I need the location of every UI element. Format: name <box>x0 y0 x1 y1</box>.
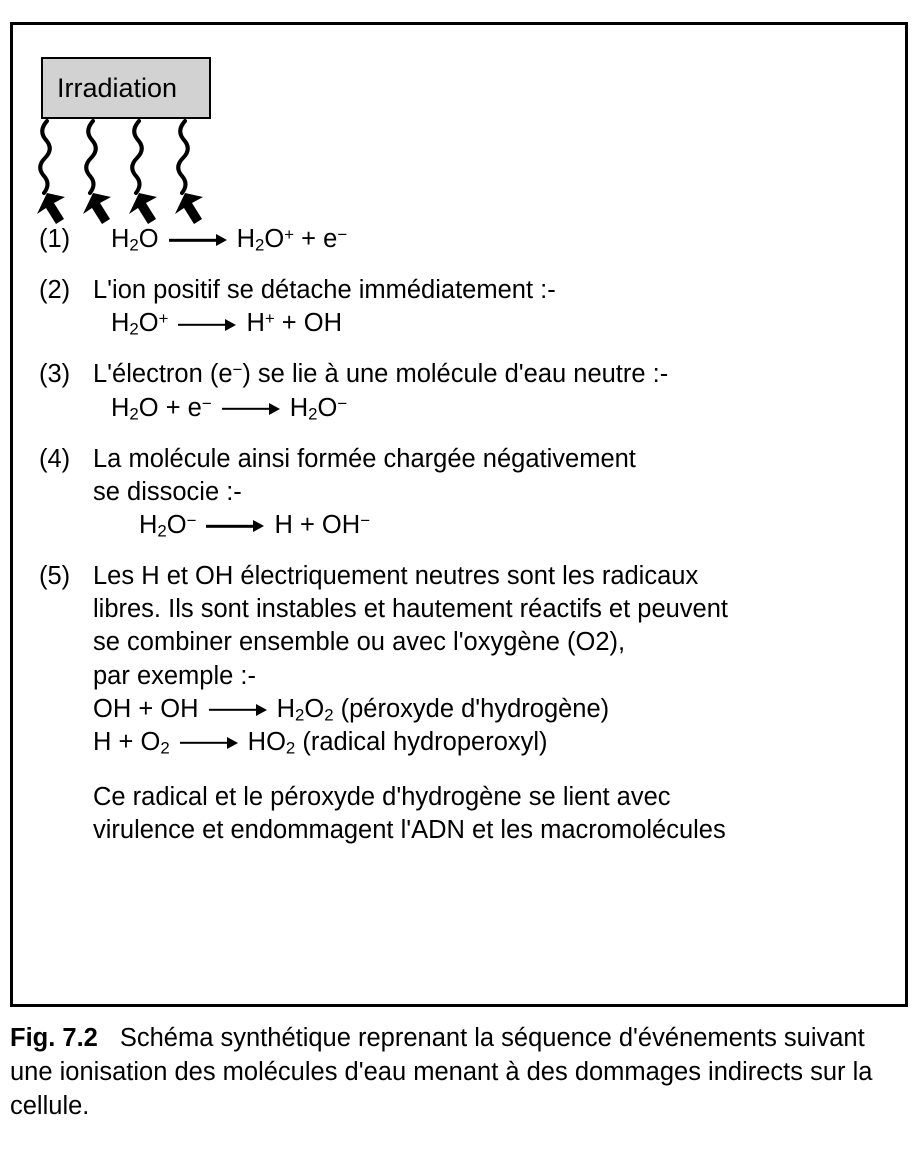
step-body <box>93 274 889 340</box>
step-number: (1) <box>39 225 71 253</box>
irradiation-label-text: Irradiation <box>57 72 178 103</box>
superscript: + <box>264 309 275 329</box>
step-text-line: L'électron (e−) se lie à une molécule d'eau neutre :- <box>93 360 669 389</box>
subscript: 2 <box>129 404 139 424</box>
reaction-arrow-icon <box>209 698 267 721</box>
subscript: 2 <box>285 738 296 758</box>
figure-border-box <box>10 22 908 1007</box>
squiggly-arrows-icon <box>35 117 245 227</box>
reaction-arrow-icon <box>169 229 227 252</box>
chemical-equation: $H_2O^+$ H+ + OH <box>111 309 343 339</box>
subscript: 2 <box>255 235 265 255</box>
figure-caption-text: Schéma synthétique reprenant la séquence d'événements suivant une ionisation des molécules d'eau menant à des dommages indirects sur la cellule. <box>10 1024 873 1120</box>
step-number: (2) <box>39 276 71 305</box>
spacer <box>93 759 889 781</box>
step-text-line: par exemple :- <box>93 661 256 690</box>
step-number: (4) <box>39 444 71 473</box>
step-text-line: Ce radical et le péroxyde d'hydrogène se lient avec <box>93 782 671 811</box>
reaction-arrow-icon <box>206 515 264 538</box>
reaction-step <box>39 358 889 424</box>
chemical-equation: $H_2O$ $H_2O^+ + e^-$ <box>111 224 348 255</box>
reaction-steps-list <box>39 223 889 847</box>
subscript: 2 <box>294 705 305 725</box>
reaction-arrow-icon <box>222 397 280 420</box>
step-text-line: virulence et endommagent l'ADN et les macromolécules <box>93 816 726 845</box>
superscript: − <box>337 393 348 413</box>
step-body <box>93 443 889 542</box>
irradiation-label-box <box>41 57 211 119</box>
reaction-step <box>39 443 889 542</box>
chemical-equation: $H + O_2$ $HO_2$ (radical hydroperoxyl) <box>93 727 548 758</box>
step-text-line: La molécule ainsi formée chargée négativement <box>93 444 636 473</box>
step-body <box>93 358 889 424</box>
superscript: − <box>201 393 212 413</box>
step-text-line: se combiner ensemble ou avec l'oxygène (O2), <box>93 628 626 657</box>
reaction-arrow-icon <box>180 732 238 755</box>
subscript: 2 <box>129 319 139 339</box>
figure-number: Fig. 7.2 <box>10 1024 98 1052</box>
step-number: (3) <box>39 360 71 389</box>
step-number: (5) <box>39 562 71 591</box>
figure-caption <box>10 1022 910 1124</box>
subscript: 2 <box>157 521 167 541</box>
step-text-line: libres. Ils sont instables et hautement réactifs et peuvent <box>93 595 729 624</box>
reaction-step <box>39 560 889 847</box>
reaction-step <box>39 223 889 256</box>
reaction-step <box>39 274 889 340</box>
step-text-line: L'ion positif se détache immédiatement :- <box>93 276 556 305</box>
chemical-equation: OH + OH $H_2O_2$ (péroxyde d'hydrogène) <box>93 694 610 725</box>
subscript: 2 <box>160 738 170 758</box>
step-body <box>93 223 889 256</box>
superscript: − <box>186 510 197 530</box>
subscript: 2 <box>324 705 334 725</box>
superscript: − <box>337 224 348 244</box>
subscript: 2 <box>308 404 318 424</box>
superscript: + <box>284 224 295 244</box>
subscript: 2 <box>129 235 139 255</box>
superscript: − <box>360 510 371 530</box>
step-text-line: se dissocie :- <box>93 477 242 506</box>
reaction-arrow-icon <box>178 313 236 336</box>
chemical-equation: $H_2O^-$ H + OH− <box>139 510 371 541</box>
irradiation-arrows <box>35 117 245 227</box>
superscript: + <box>158 309 169 329</box>
superscript: − <box>232 360 243 380</box>
step-body <box>93 560 889 847</box>
chemical-equation: $H_2O + e^-$ $H_2O^-$ <box>111 393 348 424</box>
step-text-line: Les H et OH électriquement neutres sont les radicaux <box>93 562 699 591</box>
